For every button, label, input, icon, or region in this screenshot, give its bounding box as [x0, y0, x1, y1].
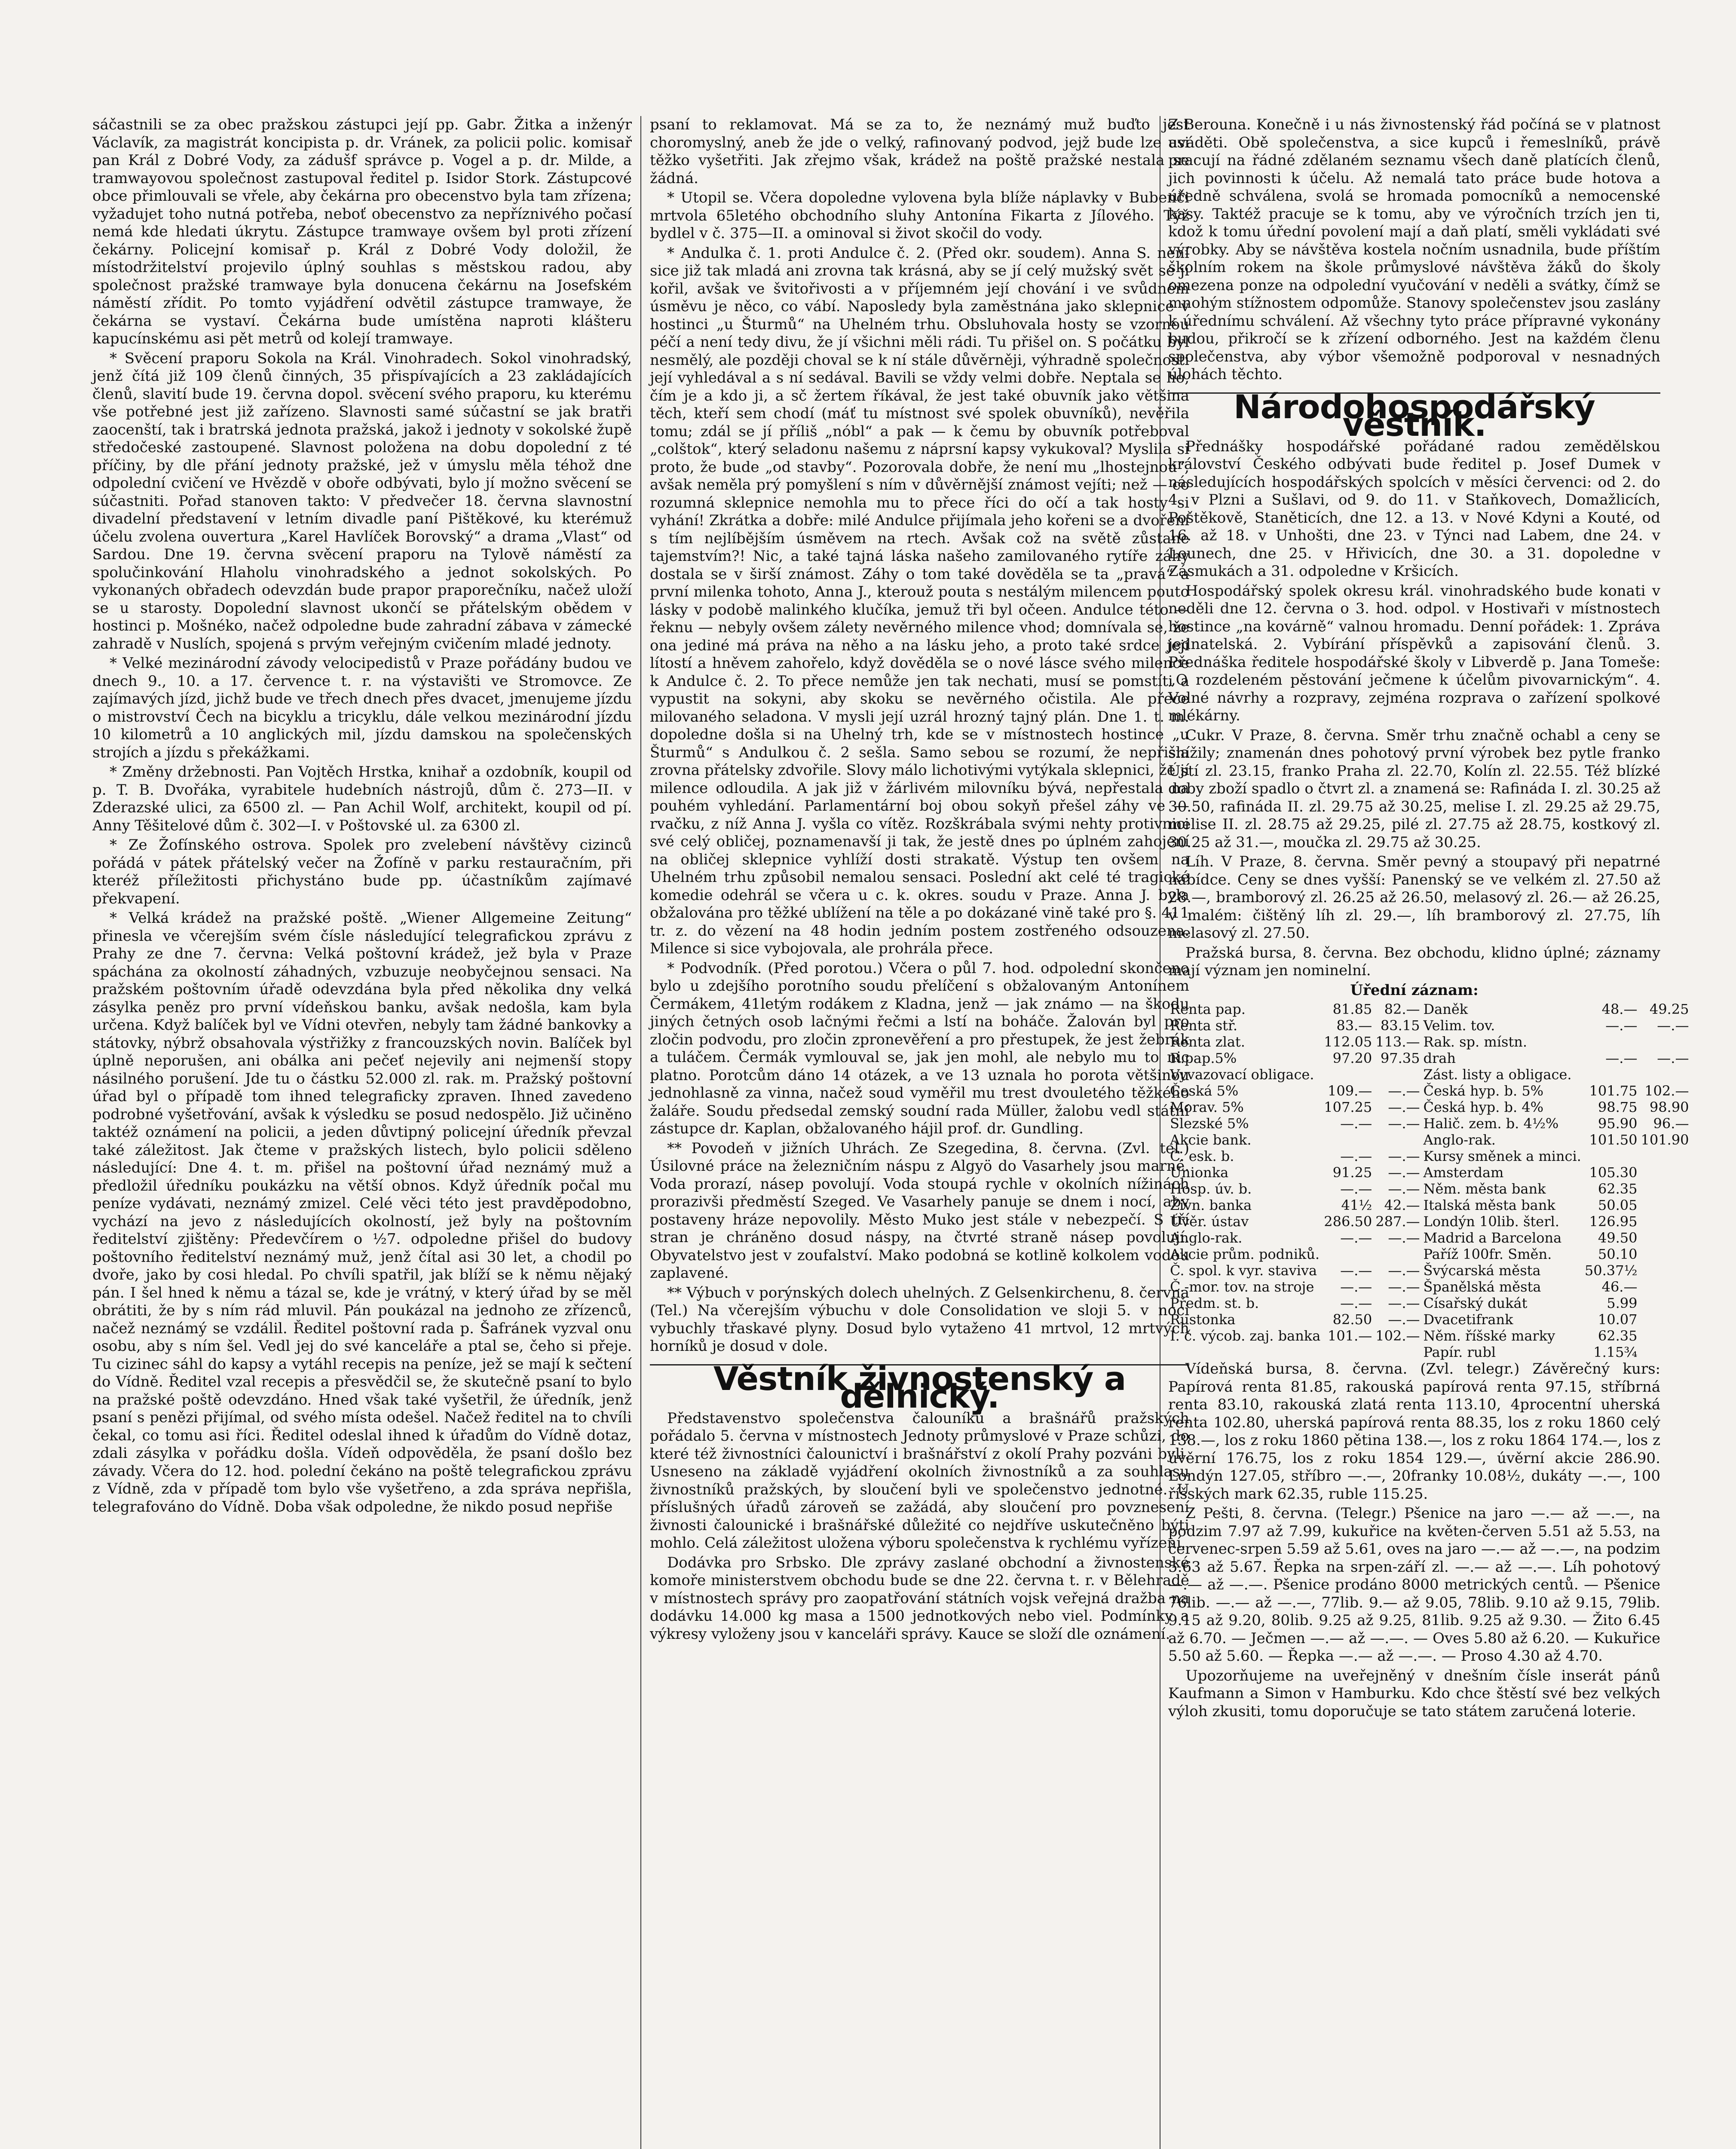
table-cell: Amsterdam	[1423, 1164, 1504, 1181]
table-cell: 101.50	[1589, 1132, 1638, 1148]
table-cell: Česká 5%	[1170, 1083, 1239, 1099]
table-cell: Císařský dukát	[1423, 1295, 1528, 1311]
table-cell: 62.35	[1598, 1328, 1638, 1344]
column-middle	[650, 116, 1189, 2149]
table-cell: 82.50	[1332, 1311, 1372, 1328]
table-cell: —.—	[1388, 1230, 1420, 1246]
table-cell: 101.—	[1327, 1328, 1372, 1344]
table-cell	[1374, 1246, 1421, 1262]
article-paragraph: Líh. V Praze, 8. června. Směr pevný a stoupavý při nepatrné nabídce. Ceny se dnes vyšší: Panenský se ve velkém zl. 27.50 až 28.—, bramborový zl. 26.25 až 26.50, melasový zl. 26.— až 26.25, v malém: čištěný líh zl. 29.—, líh bramborový zl. 27.75, líh melasový zl. 27.50.	[1168, 853, 1660, 942]
article-paragraph: * Změny držebnosti. Pan Vojtěch Hrstka, knihař a ozdobník, koupil od p. T. B. Dvořáka, vyrabitele hudebních nástrojů, dům č. 273—II. v Zderazské ulici, za 6500 zl. — Pan Achil Wolf, architekt, koupil od pí. Anny Těšitelové dům č. 302—I. v Poštovské ul. za 6300 zl.	[92, 763, 632, 834]
table-cell	[1374, 1066, 1421, 1083]
table-cell: —.—	[1340, 1262, 1372, 1279]
table-cell: Něm. říšské marky	[1423, 1328, 1555, 1344]
table-row	[1168, 1066, 1690, 1083]
section-title-economy: Národohospodářský věstník.	[1168, 392, 1660, 434]
table-cell: Č. esk. b.	[1170, 1148, 1234, 1164]
table-cell: 83.—	[1336, 1017, 1372, 1034]
table-cell: 113.—	[1375, 1034, 1420, 1050]
table-cell: 105.30	[1589, 1164, 1638, 1181]
table-cell: 83.15	[1380, 1017, 1420, 1034]
table-cell: 91.25	[1332, 1164, 1372, 1181]
article-paragraph: Z Berouna. Konečně i u nás živnostenský řád počíná se v platnost uváděti. Obě společenstva, a sice kupců i řemeslníků, právě pracují na řádné zdělaném seznamu všech daně platících členů, jich povinnosti k účelu. Až nemalá tato práce bude hotova a úředně schválena, svolá se hromada pomocníků a nemocenské kasy. Taktéž pracuje se k tomu, aby ve výročních trzích jen ti, kdož k tomu úřední povolení mají a daň platí, směli vykládati své výrobky. Aby se návštěva kostela nočním usnadnila, bude příštím školním rokem na škole průmyslové návštěva žáků do školy omezena ponze na odpolední vyučování v neděli a svátky, čímž se mnohým stížnostem odpomůže. Stanovy společenstev jsou zaslány k úřednímu schválení. Až všechny tyto práce přípravné vykonány budou, přikročí se k zřízení odborného. Jest na každém členu společenstva, aby výbor všemožně podporoval v nesnadných úlohách těchto.	[1168, 116, 1660, 383]
article-paragraph: Pražská bursa, 8. června. Bez obchodu, klidno úplné; záznamy mají význam jen nominelní.	[1168, 944, 1660, 979]
table-cell: Č.-mor. tov. na stroje	[1170, 1279, 1314, 1295]
article-paragraph: * Svěcení praporu Sokola na Král. Vinohradech. Sokol vinohradský, jenž čítá již 109 členů činných, 35 přispívajících a 23 zakládajících členů, slavití bude 19. června dopol. svěcení svého praporu, ku kterému vše potřebné jest již zařízeno. Slavnosti samé súčastní se jak bratři zaocenští, tak i bratrská jednota pražská, jakož i jednoty v sokolské župě středočeské zastoupené. Slavnost položena na dobu dopolední z té příčiny, by dle přání jednoty pražské, jež v úmyslu měla téhož dne odpolední cvičení ve Hvězdě v oboře odbývati, bylo jí možno svěcení se súčastniti. Pořad stanoven takto: V předvečer 18. června slavnostní divadelní představení v letním divadle paní Pištěkové, ku kterémuž účelu zvolena ouvertura „Karel Havlíček Borovský“ a drama „Vlast“ od Sardou. Dne 19. června svěcení praporu na Tylově náměstí za spolučinkování Hlaholu vinohradského a jednot sokolských. Po vykonaných obřadech odevzdán bude prapor praporečníku, načež uloží se u starosty. Dopolední slavnost ukončí se přátelským obědem v hostinci p. Mošnéko, načež odpoledne bude zahradní zábava v zámecké zahradě v Nuslích, spojená s prvým veřejným cvičením mladé jednoty.	[92, 349, 632, 652]
table-cell: Akcie prům. podniků.	[1170, 1246, 1320, 1262]
table-cell: —.—	[1657, 1050, 1689, 1066]
table-cell: Švýcarská města	[1423, 1262, 1541, 1279]
article-paragraph: * Utopil se. Včera dopoledne vylovena byla blíže náplavky v Bubenči mrtvola 65letého obchodního sluhy Antonína Fikarta z Jílového. Týž bydlel v č. 375—II. a ominoval si život skočil do vody.	[650, 189, 1189, 242]
table-cell	[1322, 1066, 1374, 1083]
table-cell: Úvěr. ústav	[1170, 1213, 1249, 1230]
article-paragraph: Přednášky hospodářské pořádané radou zemědělskou království Českého odbývati bude ředitel p. Josef Dumek v následujících hospodářských spolcích v měsíci červenci: od 2. do 4. v Plzni a Sušlavi, od 9. do 11. v Staňkovech, Domažlicích, Poštěkově, Staněticích, dne 12. a 13. v Nové Kdyni a Kouté, od 16. až 18. v Unhošti, dne 23. v Týnci nad Labem, dne 24. v Lounech, dne 25. v Hřivicích, dne 30. a 31. dopoledne v Zásmukách a 31. odpoledne v Kršicích.	[1168, 438, 1660, 580]
table-cell: Rustonka	[1170, 1311, 1236, 1328]
table-cell	[1583, 1148, 1639, 1164]
table-cell	[1168, 1344, 1322, 1360]
table-cell	[1322, 1344, 1374, 1360]
table-cell: 112.05	[1324, 1034, 1372, 1050]
table-cell	[1639, 1279, 1690, 1295]
table-cell: Živn. banka	[1170, 1197, 1252, 1213]
table-row	[1168, 1262, 1690, 1279]
article-paragraph: ** Výbuch v porýnských dolech uhelných. Z Gelsenkirchenu, 8. června (Tel.) Na včerejším výbuchu v dole Consolidation ve sloji 5. v noci vybuchly třaskavé plyny. Dosud bylo vytaženo 41 mrtvol, 12 mrtvých horníků je dosud v dole.	[650, 1284, 1189, 1355]
table-cell: Renta pap.	[1170, 1001, 1246, 1017]
table-cell: —.—	[1388, 1115, 1420, 1132]
article-paragraph: * Podvodník. (Před porotou.) Včera o půl 7. hod. odpolední skončeno bylo u zdejšího porotního soudu přelíčení s obžalovaným Antonínem Čermákem, 41letým rodákem z Kladna, jenž — jak známo — na škodu jiných četných osob lačnými řečmi a lstí na boháče. Žalován byl pro zločin podvodu, pro zločin zpronevěření a pro přestupek, že jest žebrák a tuláčem. Čermák vymlouval se, jak jen mohl, ale nebylo mu to nic platno. Porotcům dáno 14 otázek, a ve 13 uznala ho porota většinou jednohlasně za vinna, načež soud vyměřil mu trest dvouletého těžkého žaláře. Soudu předsedal zemský soudní rada Müller, žalobu vedl státní zástupce dr. Kaplan, obžalovaného hájil prof. dr. Gundling.	[650, 959, 1189, 1137]
table-cell	[1639, 1164, 1690, 1181]
table-cell: 62.35	[1598, 1181, 1638, 1197]
table-row	[1168, 1328, 1690, 1344]
table-cell	[1639, 1328, 1690, 1344]
table-cell: 98.75	[1598, 1099, 1638, 1115]
table-cell: Slezské 5%	[1170, 1115, 1249, 1132]
table-cell: 101.75	[1589, 1083, 1638, 1099]
table-cell: drah	[1423, 1050, 1456, 1066]
table-cell: —.—	[1340, 1295, 1372, 1311]
table-cell	[1639, 1213, 1690, 1230]
table-cell: Paříž 100fr. Směn.	[1423, 1246, 1552, 1262]
table-cell	[1639, 1197, 1690, 1213]
column-right	[1168, 116, 1689, 2149]
table-cell: 41½	[1341, 1197, 1372, 1213]
table-cell: 102.—	[1644, 1083, 1689, 1099]
table-cell: R.pap.5%	[1170, 1050, 1237, 1066]
exchange-table-title: Úřední záznam:	[1350, 981, 1479, 999]
table-cell: Renta stř.	[1170, 1017, 1237, 1034]
table-cell	[1639, 1311, 1690, 1328]
table-cell: 109.—	[1327, 1083, 1372, 1099]
table-cell	[1639, 1246, 1690, 1262]
table-cell	[1639, 1034, 1690, 1050]
table-cell: —.—	[1388, 1279, 1420, 1295]
article-paragraph: Upozorňujeme na uveřejněný v dnešním čísle inserát pánů Kaufmann a Simon v Hamburku. Kdo chce štěstí své bez velkých výloh zkusiti, tomu doporučuje se tato státem zaručená loterie.	[1168, 1667, 1660, 1720]
table-cell	[1322, 1246, 1374, 1262]
column-left	[92, 116, 632, 2149]
table-cell: Renta zlat.	[1170, 1034, 1245, 1050]
table-row	[1168, 1115, 1690, 1132]
table-cell: —.—	[1340, 1148, 1372, 1164]
table-cell: 287.—	[1375, 1213, 1420, 1230]
table-cell: 96.—	[1653, 1115, 1689, 1132]
article-paragraph: Z Pešti, 8. června. (Telegr.) Pšenice na jaro —.— až —.—, na podzim 7.97 až 7.99, kukuřice na květen-červen 5.51 až 5.53, na červenec-srpen 5.59 až 5.61, oves na jaro —.— až —.—, na podzim 5.63 až 5.67. Řepka na srpen-září zl. —.— až —.—. Líh pohotový —.— až —.—. Pšenice prodáno 8000 metrických centů. — Pšenice 76lib. —.— až —.—, 77lib. 9.— až 9.05, 78lib. 9.10 až 9.15, 79lib. 9.15 až 9.20, 80lib. 9.25 až 9.25, 81lib. 9.25 až 9.30. — Žito 6.45 až 6.70. — Ječmen —.— až —.—. — Oves 5.80 až 6.20. — Kukuřice 5.50 až 5.60. — Řepka —.— až —.—. — Proso 4.30 až 4.70.	[1168, 1505, 1660, 1665]
table-cell: —.—	[1340, 1181, 1372, 1197]
section-title-trade: Věstník živnostenský a dělnický.	[650, 1364, 1189, 1405]
table-row	[1168, 1034, 1690, 1050]
table-cell: Anglo-rak.	[1423, 1132, 1496, 1148]
table-cell: Kursy směnek a minci.	[1423, 1148, 1581, 1164]
table-cell: Daněk	[1423, 1001, 1468, 1017]
article-paragraph: Dodávka pro Srbsko. Dle zprávy zaslané obchodní a živnostenské komoře ministerstvem obchodu bude se dne 22. června t. r. v Bělehradě v místnostech správy pro zaopatřování státních vojsk veřejná dražba na dodávku 14.000 kg masa a 1500 jednotkových nebo viel. Podmínky a výkresy vyloženy jsou v kanceláři správy. Kauce se složí dle oznámení.	[650, 1554, 1189, 1643]
table-cell: —.—	[1340, 1230, 1372, 1246]
table-cell: 102.—	[1375, 1328, 1420, 1344]
table-cell: Hosp. úv. b.	[1170, 1181, 1252, 1197]
table-cell: 50.37½	[1584, 1262, 1638, 1279]
table-cell: —.—	[1340, 1279, 1372, 1295]
table-cell: 46.—	[1601, 1279, 1638, 1295]
table-cell: Česká hyp. b. 4%	[1423, 1099, 1544, 1115]
table-cell: I. č. výcob. zaj. banka	[1170, 1328, 1321, 1344]
table-row	[1168, 1181, 1690, 1197]
table-cell	[1639, 1295, 1690, 1311]
table-row	[1168, 1295, 1690, 1311]
table-row	[1168, 1344, 1690, 1360]
table-cell: 49.50	[1598, 1230, 1638, 1246]
table-cell: Unionka	[1170, 1164, 1229, 1181]
table-cell: 81.85	[1332, 1001, 1372, 1017]
table-cell: —.—	[1605, 1017, 1638, 1034]
article-paragraph: ** Povodeň v jižních Uhrách. Ze Szegedina, 8. června. (Zvl. tel.) Úsilovné práce na železničním náspu z Algyö do Vasarhely jsou marné. Voda prorazí, násep povolují. Voda stoupá rychle v okolních nížinách prorazivši předměstí Szeged. Ve Vasarhely panuje se dnem i nocí, aby postaveny hráze nepovolily. Město Muko jest stále v nebezpečí. S tří stran je chráněno dosud náspy, na čtvrté straně násep povolují. Obyvatelstvo jest v zoufalství. Mako podobná se kotlině kolkolem vodou zaplavené.	[650, 1139, 1189, 1282]
table-row	[1168, 1083, 1690, 1099]
table-cell: Č. spol. k vyr. staviva	[1170, 1262, 1317, 1279]
table-cell	[1583, 1034, 1639, 1050]
article-paragraph: * Andulka č. 1. proti Andulce č. 2. (Před okr. soudem). Anna S. není sice již tak mladá ani zrovna tak krásná, aby se jí celý mužský svět se jí kořil, avšak ve švitořivosti a v příjemném její chování i ve svůdném úsměvu je něco, co vábí. Naposledy byla zaměstnána jako sklepnice v hostinci „u Šturmů“ na Uhelném trhu. Obsluhovala hosty se vzornou péčí a není tedy divu, že jí všichni měli rádi. Tu přišel on. S počátku byl nesmělý, ale později choval se k ní stále důvěrněji, výhradně společnosti její vyhledával a s ní sedával. Bavili se vždy velmi dobře. Neptala se ho, čím je a kdo ji, a sč žertem říkával, že jest také obuvník jako většina těch, kteří sem chodí (máť tu místnost své spolek obuvníků), nevěřila tomu; zdál se jí příliš „nóbl“ a pak — k čemu by obuvník potřeboval „colštok“, který seladonu našemu z náprsní kapsy vykukoval? Myslila si proto, že bude „od stavby“. Pozorovala dobře, že není mu „lhostejnou“, avšak neměla prý pomyšlení s ním v důvěrnější známost vejíti; než — co rozumná sklepnice nemohla mu to přece říci do očí a tak hosty si vyhání! Zkrátka a dobře: milé Andulce přijímala jeho kořeni se a dvoření s tím nejlíbějším úsměvem na rtech. Avšak což na světě zůstane tajemstvím?! Nic, a také tajná láska našeho zamilovaného rytíře záhy dostala se v širší známost. Záhy o tom také dověděla se ta „pravá“ a první milenka tohoto, Anna J., kterouž pouta s nestálým milencem pouto lásky v podobě malinkého klučíka, jemuž tři byl očeen. Andulce této — řeknu — nebyly ovšem zálety nevěrného milence vhod; domnívala se, že ona jediné má práva na něho a na lásku jeho, a proto také srdce její lítostí a hněvem zahořelo, když dověděla se o nové lásce svého milence k Andulce č. 2. To přece nemůže jen tak nechati, musí se pomstíti a vypustit na sokyni, aby skoku se nevěrného očistila. Ale přece milovaného seladona. V mysli její uzrál hrozný tajný plán. Dne 1. t. m. dopoledne došla si na Uhelný trh, kde se v místnostech hostince „u Šturmů“ s Andulkou č. 2 sešla. Samo sebou se rozumí, že nepřišla zrovna přátelsky zdvořile. Slovy málo lichotivými vytýkala sklepnici, že jí milence odloudila. A jak již v žárlivém milovníku bývá, nepřestala na pouhém vyhledání. Parlamentární boj obou sokyň přešel záhy ve — rvačku, z níž Anna J. vyšla co vítěz. Rozškrábala svými nehty protivnici své celý obličej, poznamenavší ji tak, že jestě dnes po úplném zahojení na obličej sklepnice vyhlíží dosti strakatě. Výstup ten ovšem na Uhelném trhu způsobil nemalou sensaci. Poslední akt celé té tragické komedie odehrál se včera u c. k. okres. soudu v Praze. Anna J. byla obžalována pro těžké ublížení na těle a po dokázané vině také pro §. 411 tr. z. do vězení na 48 hodin jedním postem zostřeného odsouzena. Milence si sice vybojovala, ale prohrála přece.	[650, 244, 1189, 957]
table-row	[1168, 1311, 1690, 1328]
table-cell: 48.—	[1601, 1001, 1638, 1017]
article-paragraph: Vídeňská bursa, 8. června. (Zvl. telegr.) Závěrečný kurs: Papírová renta 81.85, rakouská papírová renta 97.15, stříbrná renta 83.10, rakouská zlatá renta 113.10, 4procentní uherská renta 102.80, uherská papírová renta 88.35, los z roku 1860 celý 138.—, los z roku 1860 pětina 138.—, los z roku 1864 174.—, los z úvěrní 176.75, los z roku 1854 129.—, úvěrní akcie 286.90. Londýn 127.05, stříbro —.—, 20franky 10.08½, dukáty —.—, 100 říšských mark 62.35, ruble 115.25.	[1168, 1360, 1660, 1503]
table-cell: 97.35	[1380, 1050, 1420, 1066]
table-row	[1168, 1017, 1690, 1034]
table-cell: Halič. zem. b. 4½%	[1423, 1115, 1559, 1132]
table-cell: 1.15¾	[1593, 1344, 1638, 1360]
article-paragraph: * Velké mezinárodní závody velocipedistů v Praze pořádány budou ve dnech 9., 10. a 17. července t. r. na výstavišti ve Stromovce. Ze zajímavých jízd, jichž bude ve třech dnech přes dvacet, jmenujeme jízdu o mistrovství Čech na bicyklu a tricyklu, dále velkou mezinárodní jízdu 10 kilometrů a 10 anglických mil, jízdu damskou na společenských strojích a jízdu s překážkami.	[92, 655, 632, 761]
table-cell: —.—	[1388, 1181, 1420, 1197]
table-row	[1168, 1050, 1690, 1066]
table-cell: 49.25	[1649, 1001, 1689, 1017]
table-cell: Vyvazovací obligace.	[1170, 1066, 1314, 1083]
table-cell	[1374, 1344, 1421, 1360]
table-cell: 50.05	[1598, 1197, 1638, 1213]
table-row	[1168, 1197, 1690, 1213]
table-cell: Papír. rubl	[1423, 1344, 1496, 1360]
table-cell	[1322, 1132, 1374, 1148]
column-rule	[640, 116, 641, 2149]
table-cell	[1639, 1344, 1690, 1360]
table-cell: Madrid a Barcelona	[1423, 1230, 1562, 1246]
table-cell: 82.—	[1384, 1001, 1420, 1017]
table-cell: —.—	[1388, 1262, 1420, 1279]
table-cell	[1639, 1230, 1690, 1246]
table-cell: Morav. 5%	[1170, 1099, 1244, 1115]
article-paragraph: * Ze Žofínského ostrova. Spolek pro zvelebení návštěvy cizinců pořádá v pátek přátelský večer na Žofíně v parku restauračním, při kteréž příležitosti přichystáno bude pp. účastníkům zajímavé překvapení.	[92, 836, 632, 907]
table-cell: 286.50	[1324, 1213, 1372, 1230]
exchange-rate-table	[1168, 1001, 1690, 1360]
table-cell	[1639, 1181, 1690, 1197]
article-paragraph: sáčastnili se za obec pražskou zástupci její pp. Gabr. Žitka a inženýr Václavík, za magistrát koncipista p. dr. Vránek, za policii polic. komisař pan Král z Dobré Vody, za zádušf správce p. Vogel a p. dr. Milde, a tramwayovou společnost zastupoval ředitel p. Isidor Stork. Zástupcové obce přimlouvali se vřele, aby čekárna pro obecenstvo byla tam zřízena; vyžadujet toho nutná potřeba, neboť obecenstvo za nepříznivého počasí nemá kde hledati úkrytu. Zástupce tramwaye ovšem byl proti zřízení čekárny. Policejní komisař p. Král z Dobré Vody doložil, že místodržitelství projevilo úplný souhlas s městskou radou, aby společnost pražské tramwaye byla donucena čekárnu na Josefském náměstí zřídit. Po tomto vyjádření odvětil zástupce tramwaye, že čekárna se vystaví. Čekárna bude umístěna naproti klášteru kapucínskému asi pět metrů od kolejí tramwaye.	[92, 116, 632, 347]
table-cell: 95.90	[1598, 1115, 1638, 1132]
table-cell: Velim. tov.	[1423, 1017, 1495, 1034]
table-cell: 101.90	[1641, 1132, 1689, 1148]
table-cell: 5.99	[1607, 1295, 1638, 1311]
table-cell: Italská města bank	[1423, 1197, 1555, 1213]
table-row	[1168, 1001, 1690, 1017]
table-row	[1168, 1099, 1690, 1115]
table-cell: Londýn 10lib. šterl.	[1423, 1213, 1559, 1230]
table-cell: 50.10	[1598, 1246, 1638, 1262]
table-cell: 126.95	[1589, 1213, 1638, 1230]
table-cell: Dvacetifrank	[1423, 1311, 1513, 1328]
table-cell: Česká hyp. b. 5%	[1423, 1083, 1544, 1099]
table-cell: 98.90	[1649, 1099, 1689, 1115]
table-cell	[1639, 1066, 1690, 1083]
table-cell: —.—	[1388, 1164, 1420, 1181]
table-cell: Rak. sp. místn.	[1423, 1034, 1528, 1050]
table-cell: Zást. listy a obligace.	[1423, 1066, 1572, 1083]
table-cell: Akcie bank.	[1170, 1132, 1252, 1148]
article-paragraph: Cukr. V Praze, 8. června. Směr trhu značně ochabl a ceny se snížily; znamenán dnes pohotový první výrobek bez pytle franko Ústí zl. 23.15, franko Praha zl. 22.70, Kolín zl. 22.55. Též blízké doby zboží spadlo o čtvrt zl. a znamená se: Rafináda I. zl. 30.25 až 30.50, rafináda II. zl. 29.75 až 30.25, melise I. zl. 29.25 až 29.75, melise II. zl. 28.75 až 29.25, pilé zl. 27.75 až 28.75, kostkový zl. 30.25 až 31.—, moučka zl. 29.75 až 30.25.	[1168, 726, 1660, 851]
table-cell: —.—	[1388, 1311, 1420, 1328]
table-cell	[1583, 1066, 1639, 1083]
table-cell: 42.—	[1384, 1197, 1420, 1213]
table-cell: —.—	[1657, 1017, 1689, 1034]
table-cell: 107.25	[1324, 1099, 1372, 1115]
table-row	[1168, 1213, 1690, 1230]
table-cell: 97.20	[1332, 1050, 1372, 1066]
article-paragraph: psaní to reklamovat. Má se za to, že neznámý muž buďto jest choromyslný, aneb že jde o velký, rafinovaný podvod, jejž bude lze asi těžko vyšetřiti. Jak zřejmo však, krádež na poště pražské nestala se žádná.	[650, 116, 1189, 187]
table-cell: —.—	[1605, 1050, 1638, 1066]
table-cell	[1639, 1262, 1690, 1279]
table-cell: Anglo-rak.	[1170, 1230, 1243, 1246]
table-cell	[1639, 1148, 1690, 1164]
table-cell: 10.07	[1598, 1311, 1638, 1328]
table-cell: Předm. st. b.	[1170, 1295, 1259, 1311]
table-cell: —.—	[1388, 1148, 1420, 1164]
table-cell: —.—	[1388, 1295, 1420, 1311]
table-row	[1168, 1246, 1690, 1262]
article-paragraph: Hospodářský spolek okresu král. vinohradského bude konati v neděli dne 12. června o 3. hod. odpol. v Hostivaři v místnostech hostince „na kovárně“ valnou hromadu. Denní pořádek: 1. Zpráva jednatelská. 2. Vybírání příspěvků a zapisování členů. 3. Přednáška ředitele hospodářské školy v Libverdě p. Jana Tomeše: „O rozdeleném pěstování ječmene k účelům pivovarnickým“. 4. Volné návrhy a rozpravy, zejména rozprava o zařízení spolkové mlékárny.	[1168, 582, 1660, 724]
table-cell: —.—	[1388, 1083, 1420, 1099]
table-row	[1168, 1230, 1690, 1246]
table-row	[1168, 1148, 1690, 1164]
table-cell: Něm. města bank	[1423, 1181, 1546, 1197]
table-cell: —.—	[1388, 1099, 1420, 1115]
article-paragraph: Představenstvo společenstva čalouníků a brašnářů pražských pořádalo 5. června v místnostech Jednoty průmyslové v Praze schůzi, do které též živnostníci čalounictví i brašnářství z okolí Prahy pozváni byli. Usneseno na základě vyjádření okolních živnostníků a za souhlasu živnostníků pražských, by sloučení byli ve společenstvo jednotné. U příslušných úřadů zároveň se zažádá, aby sloučení pro povznesení živnosti čalounické i brašnářské důležité co nejdříve uskutečněno býti mohlo. Celá záležitost uložena výboru společenstva k rychlému vyřízení.	[650, 1409, 1189, 1552]
table-cell: Španělská města	[1423, 1279, 1541, 1295]
table-cell: —.—	[1340, 1115, 1372, 1132]
table-row	[1168, 1164, 1690, 1181]
table-cell	[1374, 1132, 1421, 1148]
table-row	[1168, 1132, 1690, 1148]
table-row	[1168, 1279, 1690, 1295]
article-paragraph: * Velká krádež na pražské poště. „Wiener Allgemeine Zeitung“ přinesla ve včerejším svém čísle následující telegrafickou zprávu z Prahy ze dne 7. června: Velká poštovní krádež, jež byla v Praze spáchána za okolností záhadných, vzbuzuje neobyčejnou sensaci. Na pražském poštovním úřadě odevzdána byla před několika dny velká zásylka peněz pro první vídeňskou banku, avšak nedošla, kam byla určena. Když balíček byl ve Vídni otevřen, nebyly tam žádné bankovky a státovky, nýbrž obsahovala výstřižky z francouzských novin. Balíček byl úplně neporušen, ani obálka ani pečeť nejevily ani nejmenší stopy násilného porušení. Jde tu o částku 52.000 zl. rak. m. Pražský poštovní úřad byl o případě tom ihned telegraficky zpraven. Ihned zavedeno podrobné vyšetřování, avšak k výsledku se posud nedospělo. Již učiněno taktéž oznámení na policii, a jeden důvtipný policejní úředník převzal také záležitost. Jak čteme v pražských listech, bylo policii sděleno následující: Dne 4. t. m. přišel na poštovní úřad neznámý muž a předložil úředníku poukázku na větší obnos. Když úředník počal mu peníze vydávati, neznámý zmizel. Celé věci této jest pravděpodobno, vychází na jevo z následujících okolností, jež byly na poštovním ředitelství zjištěny: Předevčírem o ½7. odpoledne přišel do budovy poštovního ředitelství neznámý muž, jenž čítal asi 30 let, a chodil po dvoře, jako by cosi hledal. Po chvíli spatřil, jak blíží se k němu nějaký pán. I šel hned k němu a tázal se, kde je vrátný, v který úřad by se měl obrátiti, že by s ním rád mluvil. Pán poukázal na jednoho ze zřízenců, načež neznámý se vzdálil. Ředitel poštovní rada p. Šafránek vyzval onu osobu, aby s ním šel. Vedl jej do své kanceláře a ptal se, čeho si přeje. Tu cizinec sáhl do kapsy a vytáhl recepis na peníze, jež se mají k sečtení do Vídně. Ředitel vzal recepis a přesvědčil se, že skutečně psaní to bylo na pražské poště odevzdáno. Hned však také vyšetřil, že úředník, jenž psaní s penězi přijímal, od svého místa odešel. Načež ředitel na to chvíli čekal, co tomu asi říci. Ředitel odeslal ihned k úřadům do Vídně dotaz, zdali zásylka v pořádku došla. Vídeň odpověděla, že psaní došlo bez závady. Včera do 12. hod. polední čekáno na poště telegrafickou zprávu z Vídně, zda v případě tom bylo vše vyšetřeno, a zda správa nepřišla, telegrafováno do Vídně. Doba však odpoledne, že nikdo posud nepřiše	[92, 909, 632, 1515]
